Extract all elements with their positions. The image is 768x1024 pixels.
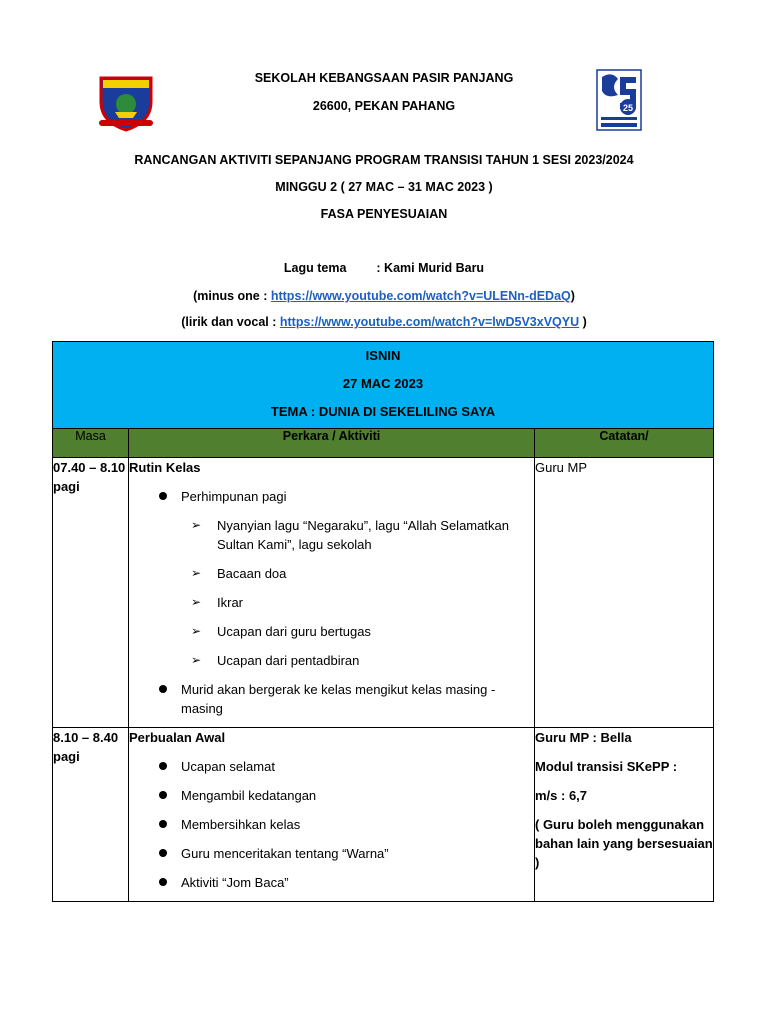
day-name: ISNIN [365,348,401,363]
row-activities [129,458,535,728]
arrow-bullet-icon: ➢ [191,518,202,532]
list-item [129,622,534,641]
lyrics-link[interactable]: https://www.youtube.com/watch?v=lwD5V3xVQYU [279,315,580,329]
week-range: MINGGU 2 ( 27 MAC – 31 MAC 2023 ) [275,180,493,194]
arrow-bullet-icon: ➢ [191,566,202,580]
list-item [129,487,534,506]
minus-one-prefix: (minus one : [193,289,271,303]
note-pages: m/s : 6,7 [535,788,588,803]
list-item-text: Perhimpunan pagi [181,489,287,504]
note-module: Modul transisi SKePP : [535,759,678,774]
day-theme: TEMA : DUNIA DI SEKELILING SAYA [270,404,496,419]
day-header [53,342,714,429]
bullet-icon [159,791,167,799]
day-date: 27 MAC 2023 [342,376,424,391]
logo-number: 25 [622,103,634,113]
list-item-text: Guru menceritakan tentang “Warna” [181,846,389,861]
schedule-table [52,341,714,902]
column-header-masa: Masa [53,429,129,458]
list-item [129,680,534,718]
list-item [129,564,534,583]
list-item [129,844,534,863]
list-item [129,786,534,805]
theme-song-label: Lagu tema [283,261,347,275]
bullet-icon [159,685,167,693]
table-row [53,728,714,902]
list-item [129,815,534,834]
row-time: 07.40 – 8.10 pagi [53,458,129,728]
school-name: SEKOLAH KEBANGSAAN PASIR PANJANG [254,71,514,85]
list-item-text: Ucapan dari pentadbiran [217,653,360,668]
minus-one-link[interactable]: https://www.youtube.com/watch?v=ULENn-dEDaQ [270,289,571,303]
school-address: 26600, PEKAN PAHANG [312,99,456,113]
bullet-icon [159,762,167,770]
row-time: 8.10 – 8.40 pagi [53,728,129,902]
lyrics-prefix: (lirik dan vocal : [181,315,280,329]
theme-song-line [0,261,768,275]
column-header-row [53,429,714,458]
list-item-text: Membersihkan kelas [181,817,301,832]
lyrics-suffix: ) [579,315,587,329]
bullet-icon [159,878,167,886]
list-item [129,757,534,776]
list-item-text: Mengambil kedatangan [181,788,317,803]
list-item-text: Ikrar [217,595,243,610]
row-notes: Guru MP [535,458,714,728]
column-header-catatan: Catatan/ [535,429,714,458]
bullet-icon [159,849,167,857]
table-row [53,458,714,728]
arrow-bullet-icon: ➢ [191,624,202,638]
arrow-bullet-icon: ➢ [191,595,202,609]
list-item-text: Murid akan bergerak ke kelas mengikut kelas masing - masing [181,682,496,716]
list-item [129,873,534,892]
activity-title: Rutin Kelas [129,460,201,475]
lyrics-line [0,315,768,329]
row-activities [129,728,535,902]
document-title: RANCANGAN AKTIVITI SEPANJANG PROGRAM TRANSISI TAHUN 1 SESI 2023/2024 [134,153,634,167]
theme-song-value: : Kami Murid Baru [376,261,485,275]
list-item [129,516,534,554]
activity-title: Perbualan Awal [129,730,226,745]
row-notes [535,728,714,902]
list-item-text: Ucapan dari guru bertugas [217,624,371,639]
list-item-text: Aktiviti “Jom Baca” [181,875,289,890]
phase-title: FASA PENYESUAIAN [320,207,448,221]
minus-one-suffix: ) [570,289,575,303]
column-header-perkara: Perkara / Aktiviti [129,429,535,458]
note-alternative: ( Guru boleh menggunakan bahan lain yang bersesuaian ) [535,817,713,870]
list-item-text: Nyanyian lagu “Negaraku”, lagu “Allah Selamatkan Sultan Kami”, lagu sekolah [217,518,509,552]
minus-one-line [0,289,768,303]
list-item [129,651,534,670]
list-item-text: Bacaan doa [217,566,287,581]
arrow-bullet-icon: ➢ [191,653,202,667]
bullet-icon [159,492,167,500]
bullet-icon [159,820,167,828]
list-item-text: Ucapan selamat [181,759,275,774]
note-teacher: Guru MP : Bella [535,730,632,745]
list-item [129,593,534,612]
